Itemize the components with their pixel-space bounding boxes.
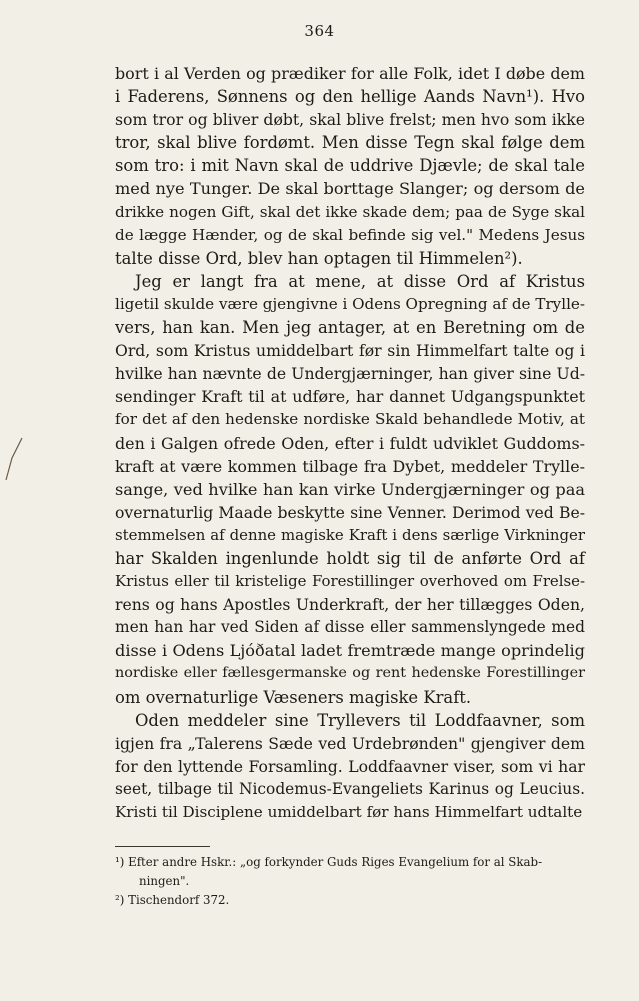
footnote-divider (115, 846, 210, 847)
footnote-line: ¹) Efter andre Hskr.: „og forkynder Guds Riges Evangelium for al Skab- (115, 855, 543, 869)
text-line: ligetil skulde være gjengivne i Odens Opregning af de Trylle- (115, 294, 585, 313)
footnotes (115, 853, 585, 910)
text-line: sendinger Kraft til at udføre, har dannet Udgangspunktet (115, 387, 585, 407)
text-line: Jeg er langt fra at mene, at disse Ord af Kristus (135, 271, 585, 291)
text-line: seet, tilbage til Nicodemus-Evangeliets Karinus og Leucius. (115, 779, 585, 798)
page-number: 364 (304, 22, 335, 40)
body-text (115, 62, 585, 824)
text-line: nordiske eller fællesgermanske og rent hedenske Forestillinger (115, 665, 585, 682)
margin-pencil-mark (2, 436, 24, 482)
text-line: Kristi til Disciplene umiddelbart før hans Himmelfart udtalte (115, 803, 583, 821)
text-line: overnaturlig Maade beskytte sine Venner. Derimod ved Be- (115, 502, 585, 522)
text-line: Kristus eller til kristelige Forestillinger overhoved om Frelse- (115, 572, 585, 591)
text-line: sange, ved hvilke han kan virke Undergjærninger og paa (115, 479, 585, 499)
text-line: tror, skal blive fordømt. Men disse Tegn skal følge dem (115, 133, 585, 153)
text-line: igjen fra „Talerens Sæde ved Urdebrønden" gjengiver dem (115, 733, 585, 753)
text-line: stemmelsen af denne magiske Kraft i dens særlige Virkninger (115, 525, 585, 544)
text-line: Ord, som Kristus umiddelbart før sin Himmelfart talte og i (115, 341, 585, 361)
text-line: for den lyttende Forsamling. Loddfaavner viser, som vi har (115, 756, 585, 776)
text-line: med nye Tunger. De skal borttage Slanger; og dersom de (115, 179, 585, 199)
text-line: i Faderens, Sønnens og den hellige Aands Navn¹). Hvo (115, 87, 585, 107)
text-line: Oden meddeler sine Tryllevers til Loddfaavner, som (135, 710, 585, 730)
text-line: den i Galgen ofrede Oden, efter i fuldt udviklet Guddoms- (115, 433, 585, 453)
text-line: drikke nogen Gift, skal det ikke skade dem; paa de Syge skal (115, 202, 585, 221)
text-line: kraft at være kommen tilbage fra Dybet, meddeler Trylle- (115, 456, 585, 476)
paragraph (115, 709, 585, 824)
text-line: de lægge Hænder, og de skal befinde sig vel." Medens Jesus (115, 225, 585, 244)
text-line: hvilke han nævnte de Undergjærninger, han giver sine Ud- (115, 364, 585, 384)
footnote-line: ²) Tischendorf 372. (115, 893, 230, 907)
text-line: om overnaturlige Væseners magiske Kraft. (115, 687, 472, 707)
footnote (115, 891, 585, 910)
footnote-line: ningen". (139, 874, 190, 888)
text-line: som tror og bliver døbt, skal blive frelst; men hvo som ikke (115, 110, 585, 130)
text-line: bort i al Verden og prædiker for alle Folk, idet I døbe dem (115, 64, 585, 83)
text-line: har Skalden ingenlunde holdt sig til de anførte Ord af (115, 548, 585, 568)
text-line: for det af den hedenske nordiske Skald behandlede Motiv, at (115, 410, 585, 429)
text-line: rens og hans Apostles Underkraft, der her tillægges Oden, (115, 595, 585, 615)
text-line: vers, han kan. Men jeg antager, at en Beretning om de (115, 318, 585, 338)
text-line: talte disse Ord, blev han optagen til Himmelen²). (115, 248, 523, 268)
text-line: som tro: i mit Navn skal de uddrive Djævle; de skal tale (115, 156, 585, 176)
text-line: men han har ved Siden af disse eller sammenslyngede med (115, 618, 585, 637)
paragraph (115, 270, 585, 709)
footnote (115, 853, 585, 891)
paragraph (115, 62, 585, 270)
text-line: disse i Odens Ljóðatal ladet fremtræde mange oprindelig (115, 641, 585, 661)
